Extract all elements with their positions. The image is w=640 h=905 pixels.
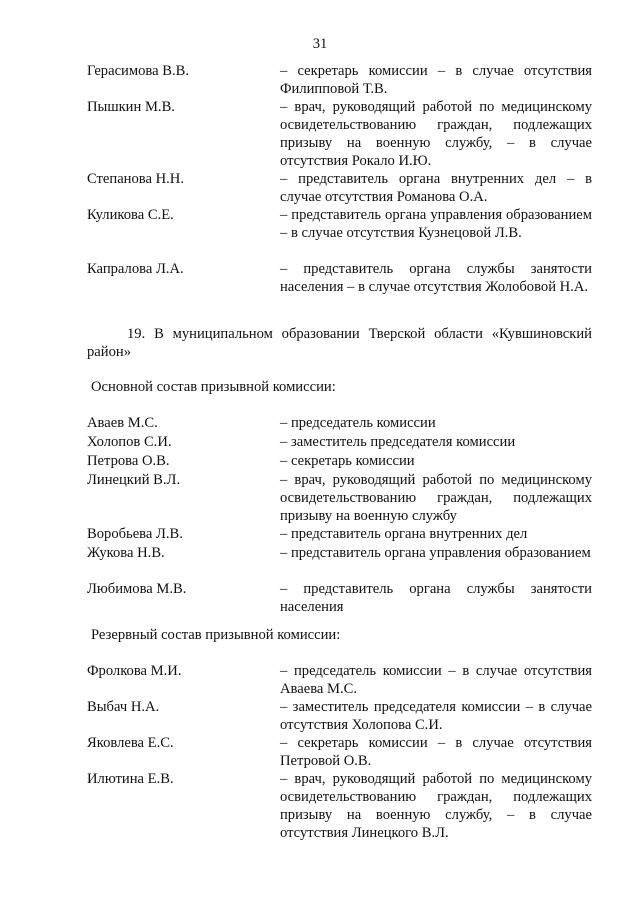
reserve-members-list [87, 662, 592, 842]
member-name: Фролкова М.И. [87, 663, 182, 679]
member-row [87, 698, 592, 734]
member-role: – секретарь комиссии [280, 453, 415, 469]
member-role: – секретарь комиссии – в случае отсутствия Петровой О.В. [280, 735, 592, 769]
member-role: – заместитель председателя комиссии [280, 434, 516, 450]
member-role: – заместитель председателя комиссии – в случае отсутствия Холопова С.И. [280, 699, 592, 733]
member-row [87, 98, 592, 170]
member-role: – представитель органа внутренних дел – в случае отсутствия Романова О.А. [280, 171, 592, 205]
member-role: – представитель органа управления образованием – в случае отсутствия Кузнецовой Л.В. [280, 207, 592, 241]
member-name: Линецкий В.Л. [87, 472, 181, 488]
member-row [87, 414, 592, 433]
member-row [87, 770, 592, 842]
member-name: Герасимова В.В. [87, 63, 189, 79]
member-role: – секретарь комиссии – в случае отсутствия Филипповой Т.В. [280, 63, 592, 97]
member-role: – представитель органа службы занятости населения – в случае отсутствия Жолобовой Н.А. [280, 261, 592, 295]
member-name: Капралова Л.А. [87, 261, 184, 277]
member-row [87, 662, 592, 698]
member-role: – врач, руководящий работой по медицинскому освидетельствованию граждан, подлежащих призыву на военную службу, – в случае отсутствия Рокало И.Ю. [280, 99, 592, 169]
page-number: 31 [312, 36, 328, 52]
member-row [87, 206, 592, 260]
member-row [87, 260, 592, 314]
member-name: Пышкин М.В. [87, 99, 175, 115]
section-paragraph: 19. В муниципальном образовании Тверской области «Кувшиновский район» [87, 326, 592, 360]
member-role: – представитель органа внутренних дел [280, 526, 528, 542]
member-name: Жукова Н.В. [87, 545, 165, 561]
member-name: Воробьева Л.В. [87, 526, 183, 542]
member-role: – председатель комиссии – в случае отсутствия Аваева М.С. [280, 663, 592, 697]
member-role: – врач, руководящий работой по медицинскому освидетельствованию граждан, подлежащих призыву на военную службу, – в случае отсутствия Линецкого В.Л. [280, 771, 592, 841]
member-row [87, 471, 592, 525]
member-name: Куликова С.Е. [87, 207, 174, 223]
top-members-list [87, 62, 592, 314]
member-name: Выбач Н.А. [87, 699, 160, 715]
member-row [87, 62, 592, 98]
member-role: – врач, руководящий работой по медицинскому освидетельствованию граждан, подлежащих призыву на военную службу [280, 472, 592, 524]
member-row [87, 433, 592, 452]
main-composition-heading: Основной состав призывной комиссии: [91, 379, 336, 395]
reserve-composition-heading: Резервный состав призывной комиссии: [91, 627, 341, 643]
member-name: Холопов С.И. [87, 434, 172, 450]
member-name: Степанова Н.Н. [87, 171, 184, 187]
member-role: – представитель органа службы занятости населения [280, 581, 592, 615]
member-name: Илютина Е.В. [87, 771, 174, 787]
member-name: Любимова М.В. [87, 581, 187, 597]
main-members-list [87, 414, 592, 616]
member-row [87, 544, 592, 580]
member-row [87, 580, 592, 616]
member-row [87, 170, 592, 206]
member-role: – представитель органа управления образованием [280, 545, 591, 561]
member-row [87, 734, 592, 770]
member-role: – председатель комиссии [280, 415, 436, 431]
member-name: Петрова О.В. [87, 453, 170, 469]
member-name: Аваев М.С. [87, 415, 158, 431]
member-row [87, 452, 592, 471]
member-row [87, 525, 592, 544]
member-name: Яковлева Е.С. [87, 735, 174, 751]
